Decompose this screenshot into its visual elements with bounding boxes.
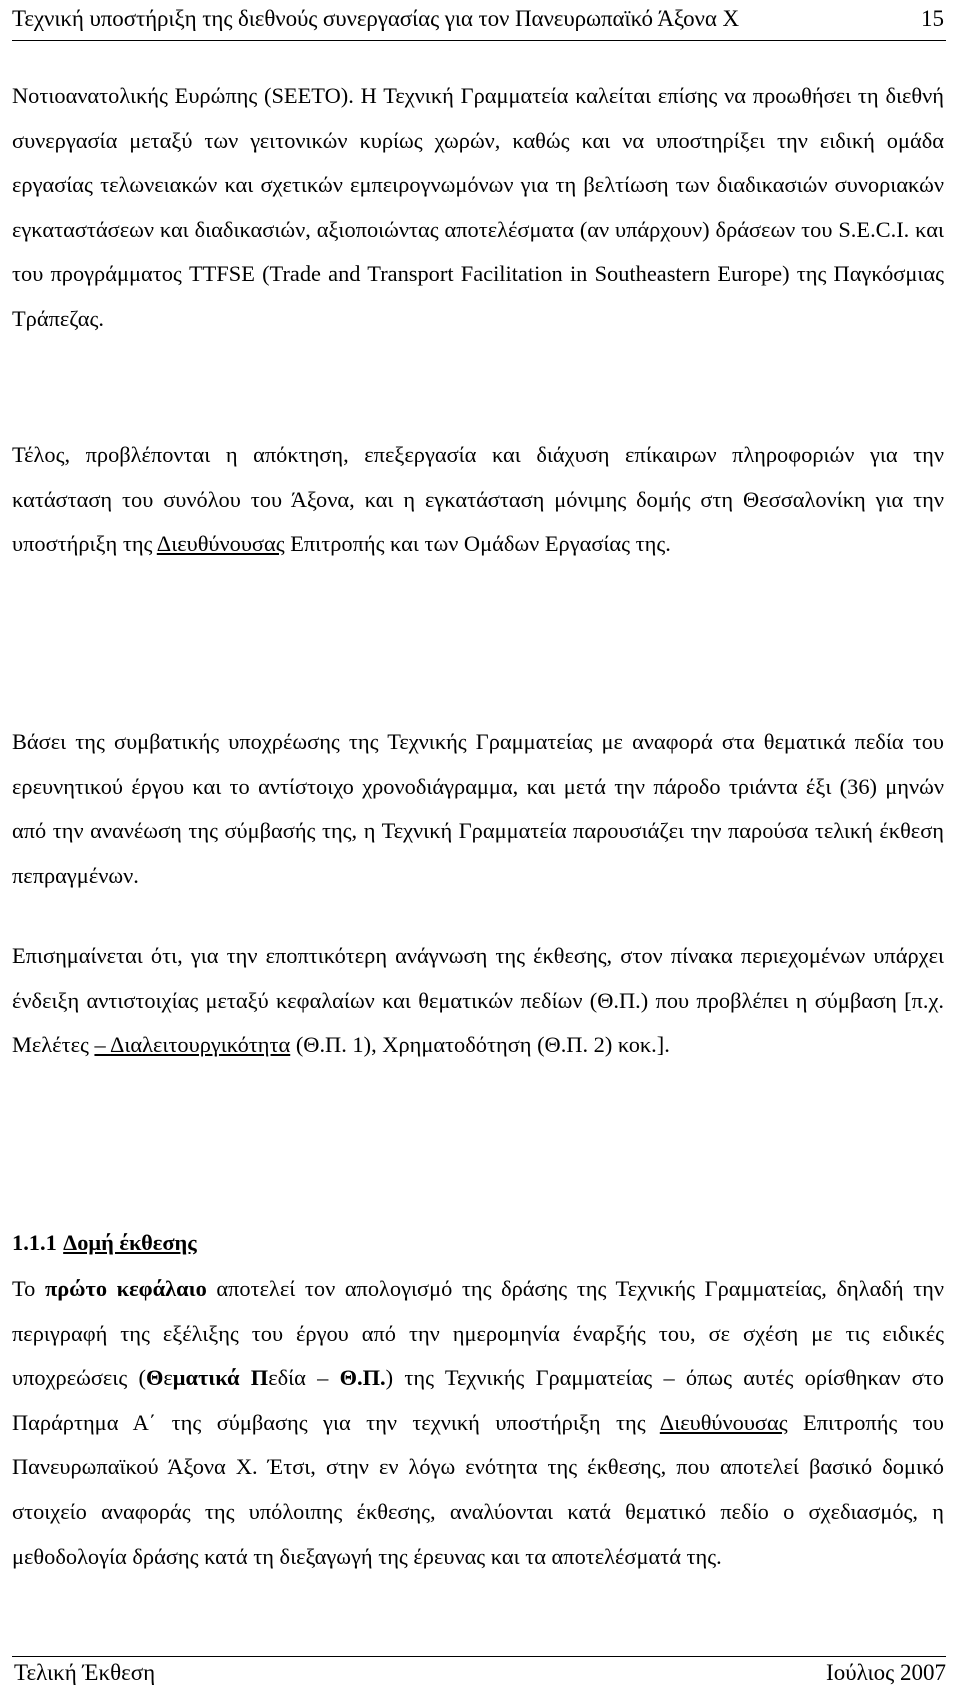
page-footer [12,1656,946,1691]
paragraph-2-underlined: Διευθύνουσας [156,531,285,557]
footer-right: Ιούλιος 2007 [826,1660,946,1685]
header-title: Τεχνική υποστήριξη της διεθνούς συνεργασίας για τον Πανευρωπαϊκό Άξονα Χ [12,6,739,31]
paragraph-2-text-a: Τέλος, προβλέπονται η απόκτηση, επεξεργασία και διάχυση επίκαιρων πληροφοριών για την κατάσταση του συνόλου του Άξονα, και η εγκατάσταση μόνιμης δομής στη Θεσσαλονίκη για την υποστήριξη της [12,442,944,557]
section-title: Δομή έκθεσης [63,1230,197,1255]
paragraph-4-underlined: – Διαλειτουργικότητα [94,1032,291,1058]
paragraph-3: Βάσει της συμβατικής υποχρέωσης της Τεχνικής Γραμματείας με αναφορά στα θεματικά πεδία του ερευνητικού έργου και το αντίστοιχο χρονοδιάγραμμα, και μετά την πάροδο τριάντα έξι (36) μηνών από την ανανέωση της σύμβασής της, η Τεχνική Γραμματεία παρουσιάζει την παρούσα τελική έκθεση πεπραγμένων. [12,729,944,888]
paragraph-1: Νοτιοανατολικής Ευρώπης (SEETO). Η Τεχνική Γραμματεία καλείται επίσης να προωθήσει τη διεθνή συνεργασία μεταξύ των γειτονικών κυρίως χωρών, καθώς και να υποστηρίξει την ειδική ομάδα εργασίας τελωνειακών και σχετικών εμπειρογνωμόνων για τη βελτίωση των διαδικασιών συνοριακών εγκαταστάσεων και διαδικασιών, αξιοποιώντας αποτελέσματα (αν υπάρχουν) δράσεων του S.E.C.I. και του προγράμματος TTFSE (Trade and Transport Facilitation in Southeastern Europe) της Παγκόσμιας Τράπεζας. [12,83,944,331]
p5-text-2: αποτελεί τον απολογισμό της δράσης της Τεχνικής Γραμματείας, δηλαδή την περιγραφή της εξέλιξης του έργου από την ημερομηνία έναρξής του, σε σχέση με τις ειδικές υποχρεώσεις ( [12,1276,944,1391]
p5-bold-1: πρώτο κεφάλαιο [44,1276,207,1301]
paragraph-2 [12,433,944,567]
paragraph-4-text-a: Επισημαίνεται ότι, για την εποπτικότερη ανάγνωση της έκθεσης, στον πίνακα περιεχομένων υπάρχει ένδειξη αντιστοιχίας μεταξύ κεφαλαίων και θεματικών πεδίων (Θ.Π.) που προβλέπει η σύμβαση [π.χ. Μελέτες [12,943,944,1058]
paragraph-4 [12,934,944,1068]
p5-bold-4: Θ.Π. [339,1365,386,1391]
p5-underlined: Διευθύνουσας [659,1409,788,1435]
p5-text-5: ) της Τεχνικής Γραμματείας – όπως αυτές ορίσθηκαν στο Παράρτημα Α΄ της σύμβασης για την τεχνική υποστήριξη της [12,1365,944,1435]
section-heading [12,1221,197,1265]
footer-left: Τελική Έκθεση [14,1660,156,1685]
page-header [12,2,946,41]
paragraph-4-text-b: (Θ.Π. 1), Χρηματοδότηση (Θ.Π. 2) κοκ.]. [290,1032,670,1058]
paragraph-5 [12,1267,944,1579]
p5-bold-3: ματικά Π [172,1365,269,1391]
p5-text-6: Επιτροπής του Πανευρωπαϊκού Άξονα Χ. Έτσι, στην εν λόγω ενότητα της έκθεσης, που αποτελεί βασικό δομικό στοιχείο αναφοράς της υπόλοιπης έκθεσης, αναλύονται κατά θεματικό πεδίο ο σχεδιασμός, η μεθοδολογία δράσης κατά τη διεξαγωγή της έρευνας και τα αποτελέσματά της. [12,1409,944,1569]
section-number: 1.1.1 [12,1230,57,1255]
p5-text-3: ε [163,1365,173,1391]
paragraph-2-text-b: Επιτροπής και των Ομάδων Εργασίας της. [284,531,671,557]
page-number: 15 [921,6,944,31]
p5-text-4: εδία – [268,1365,340,1391]
p5-text-1: Το [12,1276,45,1301]
p5-bold-2: Θ [145,1365,164,1391]
